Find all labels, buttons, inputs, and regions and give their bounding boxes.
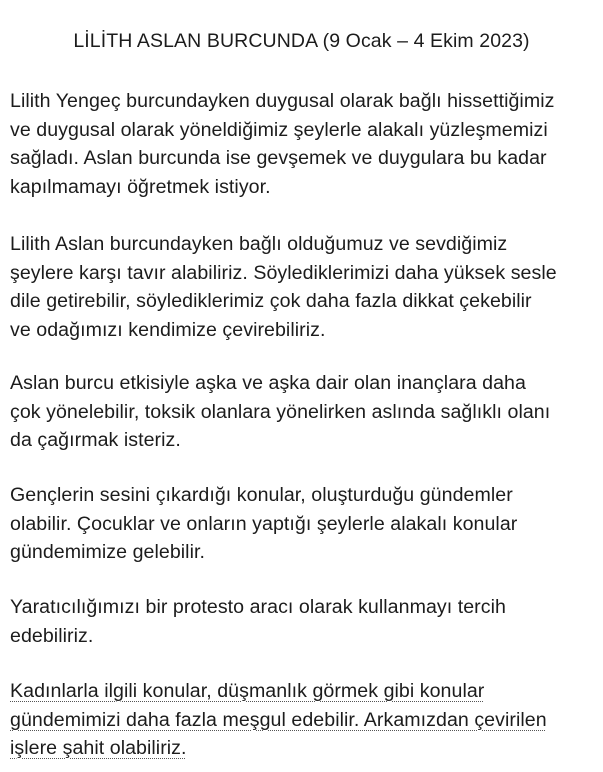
text-line: gündemimize gelebilir. (10, 541, 205, 563)
text-line: kapılmamayı öğretmek istiyor. (10, 175, 271, 198)
document-title: LİLİTH ASLAN BURCUNDA (9 Ocak – 4 Ekim 2023) (73, 30, 530, 52)
text-line: Lilith Yengeç burcundayken duygusal olarak bağlı hissettiğimiz (10, 90, 555, 112)
text-line (10, 734, 598, 763)
text-line: sağladı. Aslan burcunda ise gevşemek ve duygulara bu kadar (10, 147, 547, 169)
paragraph-4 (10, 481, 598, 567)
text-line: çok yönelebilir, toksik olanlara yönelirken aslında sağlıklı olanı (10, 400, 551, 423)
text-line: edebiliriz. (10, 624, 94, 647)
text-line: dile getirebilir, söylediklerimiz çok daha fazla dikkat çekebilir (10, 290, 532, 312)
text-line: ve duygusal olarak yöneldiğimiz şeylerle alakalı yüzleşmemizi (10, 118, 548, 141)
paragraph-5 (10, 593, 598, 650)
text-line (10, 677, 598, 706)
paragraph-6 (10, 677, 598, 763)
text-line: şeylere karşı tavır alabiliriz. Söylediklerimizi daha yüksek sesle (10, 261, 557, 284)
paragraph-1 (10, 87, 598, 201)
underlined-text: Kadınlarla ilgili konular, düşmanlık görmek gibi konular (10, 680, 485, 702)
underlined-text: işlere şahit olabiliriz. (10, 737, 187, 759)
text-line: olabilir. Çocuklar ve onların yaptığı şeylerle alakalı konular (10, 512, 518, 535)
paragraph-3 (10, 369, 598, 455)
text-line: Lilith Aslan burcundayken bağlı olduğumuz ve sevdiğimiz (10, 233, 508, 255)
text-line: da çağırmak isteriz. (10, 429, 181, 451)
underlined-text: gündemimizi daha fazla meşgul edebilir. Arkamızdan çevirilen (10, 708, 547, 731)
text-line (10, 706, 598, 735)
text-line: ve odağımızı kendimize çevirebiliriz. (10, 318, 326, 341)
text-line: Yaratıcılığımızı bir protesto aracı olarak kullanmayı tercih (10, 596, 506, 618)
text-line: Gençlerin sesini çıkardığı konular, oluşturduğu gündemler (10, 484, 513, 506)
paragraph-2 (10, 230, 598, 344)
text-line: Aslan burcu etkisiyle aşka ve aşka dair olan inançlara daha (10, 372, 526, 394)
